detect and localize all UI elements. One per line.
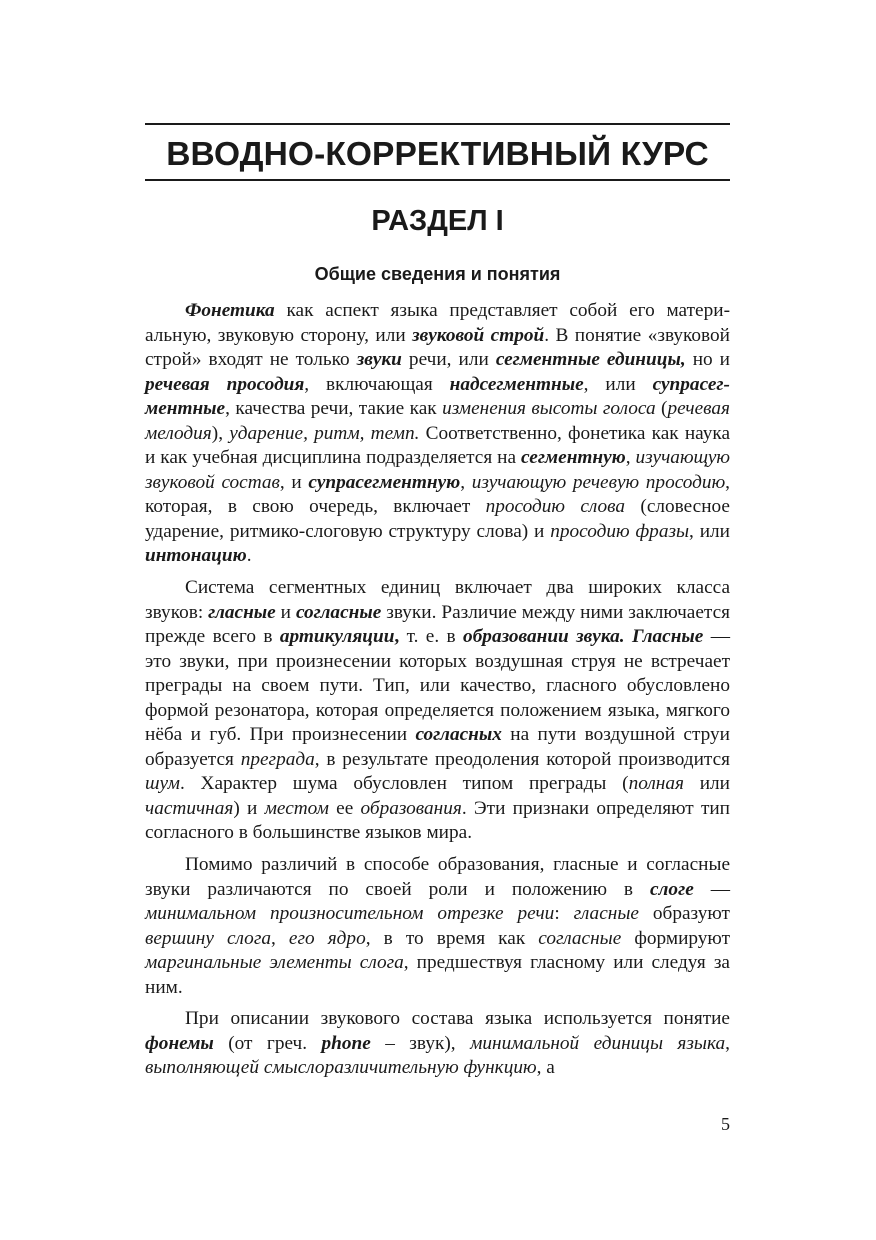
term: шум bbox=[145, 773, 180, 795]
text-run: ( bbox=[655, 398, 668, 420]
text-run: , bbox=[725, 1032, 730, 1054]
term: супрасегментные bbox=[145, 373, 730, 420]
text-run: . Эти признаки определяют тип согласного в большинстве языков мира. bbox=[145, 797, 731, 844]
text-run: (от греч. bbox=[213, 1032, 322, 1054]
text-run: , bbox=[460, 471, 472, 493]
text-run: речи, или bbox=[401, 349, 496, 371]
text-run: на пути воздушной струи образуется bbox=[145, 724, 730, 770]
text-run: . bbox=[246, 545, 252, 567]
text-run: , bbox=[625, 447, 636, 469]
term: ударение, ритм, темп. bbox=[229, 422, 420, 444]
term: речевая мелодия bbox=[145, 398, 730, 444]
term: изменения высоты голоса bbox=[442, 398, 656, 420]
section-title: РАЗДЕЛ I bbox=[371, 205, 504, 237]
term: образовании звука. Гласные bbox=[463, 626, 704, 648]
text-run: звуки. Различие между ними заключается прежде всего в bbox=[145, 601, 731, 648]
text-run: , качества речи, такие как bbox=[225, 398, 443, 420]
body-text bbox=[145, 299, 730, 1088]
text-run: Система сегментных единиц включает два широких класса звуков: bbox=[145, 577, 730, 623]
text-run: и bbox=[275, 601, 296, 623]
text-run: , а bbox=[536, 1057, 555, 1079]
term: полная bbox=[628, 773, 684, 795]
term: речевая просодия bbox=[145, 373, 305, 395]
term: вершину слога bbox=[145, 927, 271, 949]
term: преграда bbox=[240, 748, 315, 770]
text-run: , включающая bbox=[304, 373, 450, 395]
page-number: 5 bbox=[721, 1114, 730, 1134]
term: гласные bbox=[573, 903, 639, 925]
text-run: образуют bbox=[638, 903, 730, 925]
text-run: При описании звукового состава языка используется понятие bbox=[185, 1008, 730, 1030]
paragraph bbox=[145, 576, 730, 846]
term: маргинальные элементы слога bbox=[145, 952, 404, 974]
text-run: (словесное ударение, ритмико-слоговую структуру слова) и bbox=[145, 496, 730, 542]
text-run: Помимо различий в способе образования, гласные и согласные звуки различаются по своей роли и положению в bbox=[145, 854, 730, 900]
term: согласные bbox=[295, 601, 382, 623]
term: надсегментные bbox=[449, 373, 584, 395]
text-run: – звук), bbox=[370, 1032, 471, 1054]
text-run: ) и bbox=[233, 797, 265, 819]
text-run: но и bbox=[685, 349, 731, 371]
paragraph bbox=[145, 1007, 730, 1081]
text-run: . В понятие «звуковой строй» входят не только bbox=[145, 324, 730, 371]
term: , bbox=[394, 626, 400, 648]
term: изучающую звуковой состав bbox=[145, 447, 730, 493]
term: phone bbox=[321, 1032, 371, 1054]
bottom-rule bbox=[145, 179, 730, 181]
subsection-title: Общие сведения и понятия bbox=[314, 264, 561, 284]
term: просодию слова bbox=[485, 496, 626, 518]
term: местом bbox=[264, 797, 329, 819]
term: изучающую речевую просодию bbox=[471, 471, 726, 493]
text-run: ), bbox=[211, 422, 230, 444]
term: слоге bbox=[649, 878, 694, 900]
term: артикуляции bbox=[279, 626, 395, 648]
text-run: : bbox=[554, 903, 574, 925]
text-run: , которая, в свою очередь, включает bbox=[145, 471, 730, 518]
course-title: ВВОДНО-КОРРЕКТИВНЫЙ КУРС bbox=[166, 136, 709, 173]
text-run: Соответственно, фонетика как наука и как учебная дисциплина подразделяется на bbox=[145, 422, 730, 469]
text-run: , и bbox=[279, 471, 309, 493]
text-run: , или bbox=[689, 520, 730, 542]
text-run: или bbox=[683, 773, 730, 795]
term: образования bbox=[360, 797, 462, 819]
term: его ядро bbox=[288, 927, 366, 949]
term: интонацию bbox=[145, 545, 247, 567]
term: минимальной единицы языка bbox=[470, 1032, 726, 1054]
text-run: — это звуки, при произнесении которых воздушная струя не встречает преграды на своем пути. Тип, или качество, гласного обусловлено формой резонатора, которая определяется положением языка, мягкого нёба и губ. При произнесении bbox=[145, 626, 731, 746]
term: фонемы bbox=[145, 1032, 214, 1054]
term: выполняющей смыслоразличительную функцию bbox=[145, 1057, 537, 1079]
term: сегментные единицы, bbox=[495, 349, 686, 371]
term: согласных bbox=[415, 724, 502, 746]
term: сегментную bbox=[520, 447, 626, 469]
term: звуки bbox=[356, 349, 402, 371]
term: супрасегментную bbox=[308, 471, 461, 493]
term: минимальном произносительном отрезке речи bbox=[145, 903, 555, 925]
text-run: ее bbox=[328, 797, 361, 819]
paragraph bbox=[145, 853, 730, 1000]
text-run: , или bbox=[583, 373, 653, 395]
text-run: , предшествуя гласному или следуя за ним. bbox=[145, 952, 730, 998]
text-run: — bbox=[693, 878, 730, 900]
top-rule bbox=[145, 123, 730, 125]
term: просодию фразы bbox=[550, 520, 690, 542]
term: согласные bbox=[538, 927, 622, 949]
text-run: формируют bbox=[621, 927, 730, 949]
paragraph bbox=[145, 299, 730, 569]
text-run: , в то время как bbox=[365, 927, 539, 949]
term: Фонетика bbox=[185, 300, 275, 321]
text-run: . Характер шума обусловлен типом преграды ( bbox=[179, 773, 629, 795]
term: звуковой строй bbox=[412, 324, 545, 346]
text-run: , в результате преодоления которой производится bbox=[314, 748, 730, 770]
term: гласные bbox=[208, 601, 276, 623]
text-run: как аспект языка представляет собой его материальную, звуковую сторону, или bbox=[145, 300, 730, 346]
text-run: , bbox=[270, 927, 289, 949]
text-run: т. е. в bbox=[399, 626, 464, 648]
term: частичная bbox=[145, 797, 234, 819]
